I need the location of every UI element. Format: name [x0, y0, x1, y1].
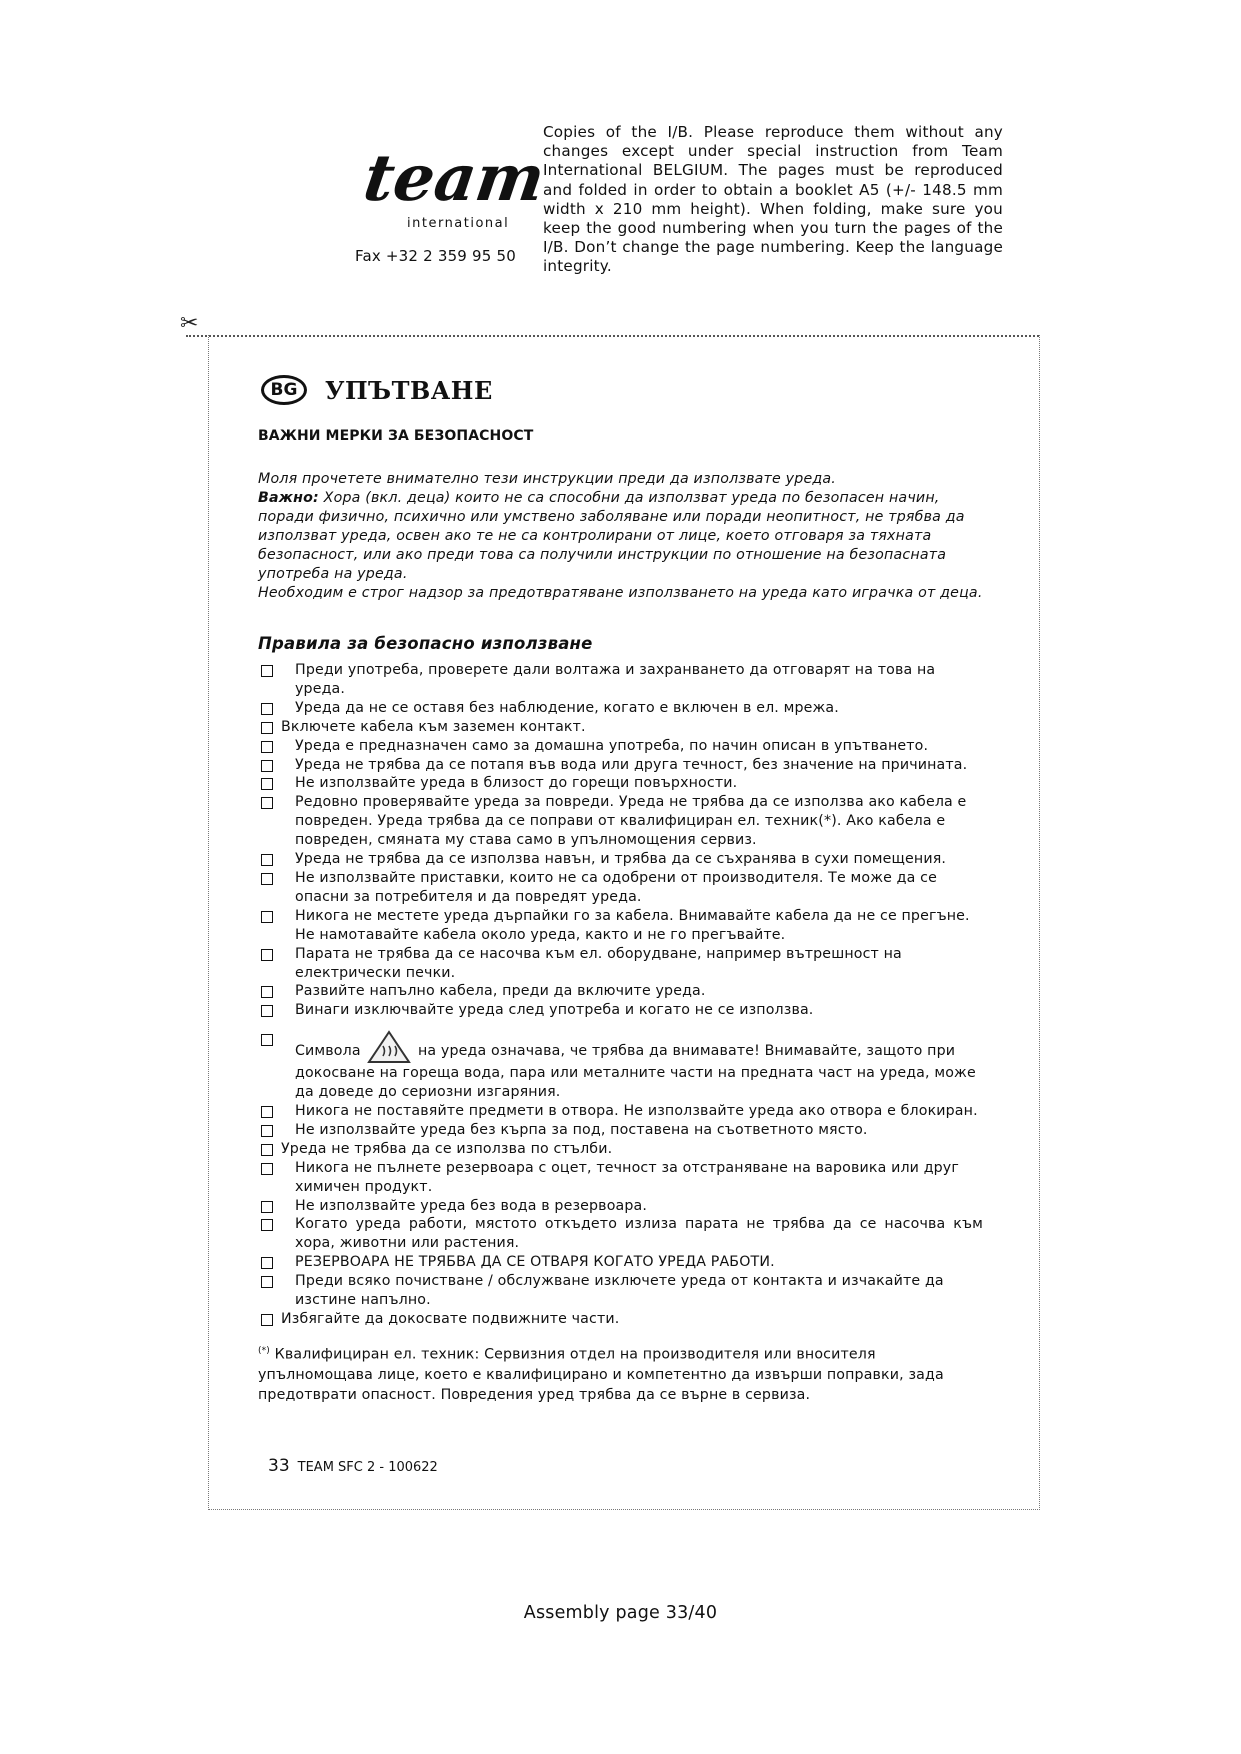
rule-text: Уреда не трябва да се потапя във вода или друга течност, без значение на причината. [295, 756, 968, 773]
list-item [258, 1001, 983, 1020]
model-code: TEAM SFC 2 - 100622 [297, 1460, 438, 1475]
list-item [258, 869, 983, 907]
rule-text: Преди всяко почистване / обслужване изключете уреда от контакта и изчакайте да изстине напълно. [295, 1273, 944, 1309]
assembly-page-label: Assembly page 33/40 [523, 1603, 718, 1623]
page-footer [268, 1456, 438, 1476]
list-item [258, 1272, 983, 1310]
checkbox-bullet-icon [261, 986, 273, 998]
checkbox-bullet-icon [261, 1106, 273, 1118]
list-item [258, 699, 983, 718]
safety-subtitle: ВАЖНИ МЕРКИ ЗА БЕЗОПАСНОСТ [258, 428, 534, 444]
list-item [258, 793, 983, 850]
footnote-text: Квалифициран ел. техник: Сервизния отдел на производителя или вносителя упълномощава лице, което е квалифицирано и компетентно да извърши поправки, зада предотврати опасност. Повредения уред трябва да се върне в сервиза. [258, 1346, 944, 1403]
checkbox-bullet-icon [261, 1257, 273, 1269]
supervision-line: Необходим е строг надзор за предотвратяване използването на уреда като играчка от деца. [258, 585, 983, 601]
rule-text: Никога не поставяйте предмети в отвора. Не използвайте уреда ако отвора е блокиран. [295, 1103, 978, 1120]
language-badge: BG [261, 375, 307, 405]
rule-text: Винаги изключвайте уреда след употреба и когато не се използва. [295, 1002, 814, 1019]
rule-text: Не използвайте уреда без кърпа за под, поставена на съответното място. [295, 1121, 868, 1138]
title-row [258, 370, 983, 410]
scissors-icon: ✂ [180, 311, 199, 336]
rule-text: Уреда да не се оставя без наблюдение, когато е включен в ел. мрежа. [295, 699, 839, 716]
safety-rules-list [258, 661, 983, 1329]
checkbox-bullet-icon [261, 1005, 273, 1017]
checkbox-bullet-icon [261, 1314, 273, 1326]
checkbox-bullet-icon [261, 1034, 273, 1046]
list-item [258, 982, 983, 1001]
symbol-rule-before: Символа [295, 1043, 366, 1060]
rule-text: Включете кабела към заземен контакт. [281, 718, 586, 735]
page-title: УПЪТВАНЕ [325, 375, 493, 405]
symbol-rule-after: на уреда означава, че трябва да внимавате! Внимавайте, защото при докосване на гореща вода, пара или металните части на предната част на уреда, може да доведе до сериозни изгаряния. [295, 1043, 976, 1101]
checkbox-bullet-icon [261, 1144, 273, 1156]
checkbox-bullet-icon [261, 722, 273, 734]
checkbox-bullet-icon [261, 1125, 273, 1137]
intro-line: Моля прочетете внимателно тези инструкции преди да използвате уреда. [258, 471, 836, 487]
logo-main-text: team [359, 141, 550, 216]
list-item [258, 661, 983, 699]
checkbox-bullet-icon [261, 703, 273, 715]
team-international-logo [359, 118, 550, 233]
list-item [258, 1121, 983, 1140]
list-item [258, 1310, 983, 1329]
rule-text: Уреда не трябва да се използва по стълби. [281, 1140, 613, 1157]
list-item [258, 1215, 983, 1253]
rule-text: Редовно проверявайте уреда за повреди. Уреда не трябва да се използва ако кабела е повреден. Уреда трябва да се поправи от квалифициран ел. техник(*). Ако кабела е повреден, смяната му става само в упълномощения сервиз. [295, 794, 967, 849]
logo-sub-text: international [407, 216, 510, 231]
rules-heading: Правила за безопасно използване [258, 634, 593, 653]
checkbox-bullet-icon [261, 949, 273, 961]
checkbox-bullet-icon [261, 1163, 273, 1175]
rule-text: Когато уреда работи, мястото откъдето излиза парата не трябва да се насочва към хора, животни или растения. [295, 1216, 983, 1252]
intro-text [258, 470, 983, 603]
checkbox-bullet-icon [261, 1276, 273, 1288]
list-item [258, 774, 983, 793]
checkbox-bullet-icon [261, 854, 273, 866]
rule-text: Не използвайте уреда в близост до горещи повърхности. [295, 775, 738, 792]
checkbox-bullet-icon [261, 911, 273, 923]
rule-text: Преди употреба, проверете дали волтажа и захранването да отговарят на това на уреда. [295, 662, 936, 697]
list-item [258, 1197, 983, 1216]
footnote [258, 1341, 983, 1405]
checkbox-bullet-icon [261, 797, 273, 809]
checkbox-bullet-icon [261, 741, 273, 753]
checkbox-bullet-icon [261, 873, 273, 885]
rule-text: Никога не местете уреда дърпайки го за кабела. Внимавайте кабела да не се прегъне. Не намотавайте кабела около уреда, както и не го прегъвайте. [295, 907, 970, 943]
list-item [258, 737, 983, 756]
list-item [258, 756, 983, 775]
rule-text [295, 1030, 983, 1102]
manual-page-content [258, 370, 983, 1405]
list-item [258, 1030, 983, 1102]
list-item [258, 718, 983, 737]
important-label: Важно: [258, 490, 319, 506]
list-item [258, 1140, 983, 1159]
footnote-mark: (*) [258, 1345, 270, 1356]
important-paragraph [258, 489, 983, 584]
checkbox-bullet-icon [261, 778, 273, 790]
hot-surface-warning-icon [367, 1030, 411, 1064]
list-item [258, 1102, 983, 1121]
rule-text: Избягайте да докосвате подвижните части. [281, 1311, 620, 1327]
important-text: Хора (вкл. деца) които не са способни да използват уреда по безопасен начин, поради физично, психично или умствено заболяване или поради неопитност, не трябва да използват уреда, освен ако те не са контролирани от лице, което отговаря за тяхната безопасност, или ако преди това са получили инструкции по отношение на безопасната употреба на уреда. [258, 490, 965, 582]
list-item [258, 1253, 983, 1272]
rule-text: Не използвайте приставки, които не са одобрени от производителя. Те може да се опасни за потребителя и да повредят уреда. [295, 869, 937, 905]
page-number: 33 [268, 1456, 290, 1476]
checkbox-bullet-icon [261, 1201, 273, 1213]
rule-text: Парата не трябва да се насочва към ел. оборудване, например вътрешност на електрически печки. [295, 945, 902, 981]
rule-text: Не използвайте уреда без вода в резервоара. [295, 1197, 648, 1214]
list-item [258, 907, 983, 945]
rule-text: РЕЗЕРВОАРА НЕ ТРЯБВА ДА СЕ ОТВАРЯ КОГАТО УРЕДА РАБОТИ. [295, 1254, 775, 1271]
checkbox-bullet-icon [261, 1219, 273, 1231]
print-instructions: Copies of the I/B. Please reproduce them without any changes except under special instruction from Team International BELGIUM. The pages must be reproduced and folded in order to obtain a booklet A5 (+/- 148.5 mm width x 210 mm height). When folding, make sure you keep the good numbering when you turn the pages of the I/B. Don’t change the page numbering. Keep the language integrity. [543, 123, 1003, 276]
rule-text: Уреда е предназначен само за домашна употреба, по начин описан в упътването. [295, 737, 929, 754]
rule-text: Уреда не трябва да се използва навън, и трябва да се съхранява в сухи помещения. [295, 851, 947, 868]
list-item [258, 1159, 983, 1197]
list-item [258, 850, 983, 869]
rule-text: Развийте напълно кабела, преди да включите уреда. [295, 983, 706, 1000]
checkbox-bullet-icon [261, 760, 273, 772]
fax-number: Fax +32 2 359 95 50 [355, 247, 516, 265]
checkbox-bullet-icon [261, 665, 273, 677]
list-item [258, 945, 983, 983]
rule-text: Никога не пълнете резервоара с оцет, течност за отстраняване на варовика или друг химичен продукт. [295, 1159, 959, 1195]
